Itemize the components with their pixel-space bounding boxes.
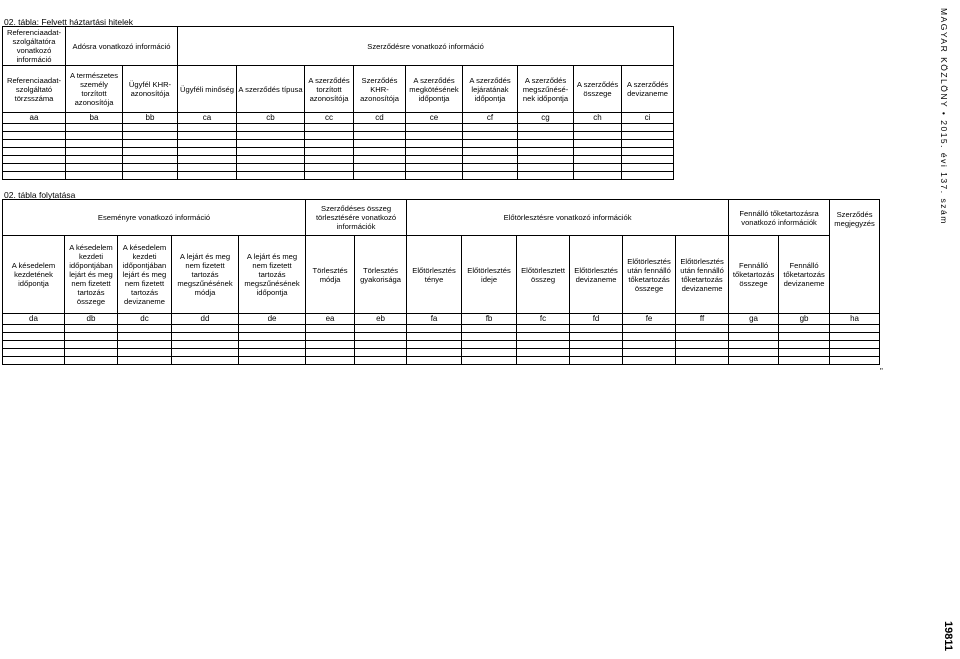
table-cell[interactable] bbox=[729, 325, 779, 333]
table-cell[interactable] bbox=[3, 341, 65, 349]
table-cell[interactable] bbox=[3, 140, 66, 148]
column-code: cd bbox=[354, 113, 406, 124]
table-cell[interactable] bbox=[622, 148, 674, 156]
column-code: ea bbox=[306, 314, 355, 325]
table-cell[interactable] bbox=[118, 325, 172, 333]
table-cell[interactable] bbox=[517, 333, 570, 341]
table-cell[interactable] bbox=[462, 333, 517, 341]
journal-header: MAGYAR KÖZLÖNY • 2015. évi 137. szám bbox=[939, 8, 949, 225]
column-header: Előtörlesztés után fennálló tőketartozás devizaneme bbox=[676, 236, 729, 314]
column-code: ff bbox=[676, 314, 729, 325]
table-cell[interactable] bbox=[239, 325, 306, 333]
column-code: eb bbox=[355, 314, 407, 325]
table-cell[interactable] bbox=[306, 349, 355, 357]
table-cell[interactable] bbox=[406, 148, 463, 156]
table-cell[interactable] bbox=[65, 349, 118, 357]
group-repay: Szerződéses összeg törlesztésére vonatkozó információk bbox=[306, 200, 407, 236]
column-header: A szerződés megkötésének időpontja bbox=[406, 66, 463, 113]
table-cell[interactable] bbox=[570, 349, 623, 357]
table-cell[interactable] bbox=[355, 325, 407, 333]
table-cell[interactable] bbox=[237, 156, 305, 164]
column-code: fa bbox=[407, 314, 462, 325]
column-code: cg bbox=[518, 113, 574, 124]
table-cell[interactable] bbox=[3, 333, 65, 341]
table-row bbox=[3, 325, 880, 333]
table-cell[interactable] bbox=[123, 124, 178, 132]
table-cell[interactable] bbox=[518, 124, 574, 132]
table-cell[interactable] bbox=[570, 333, 623, 341]
table-cell[interactable] bbox=[406, 132, 463, 140]
column-header: Előtörlesztés ideje bbox=[462, 236, 517, 314]
table-cell[interactable] bbox=[305, 140, 354, 148]
table-cell[interactable] bbox=[118, 357, 172, 365]
table-cell[interactable] bbox=[623, 357, 676, 365]
table1 bbox=[2, 26, 674, 180]
table-cell[interactable] bbox=[172, 357, 239, 365]
table-cell[interactable] bbox=[622, 172, 674, 180]
table-cell[interactable] bbox=[66, 124, 123, 132]
table-cell[interactable] bbox=[123, 140, 178, 148]
table-cell[interactable] bbox=[172, 341, 239, 349]
table-cell[interactable] bbox=[172, 333, 239, 341]
table-cell[interactable] bbox=[406, 172, 463, 180]
table-cell[interactable] bbox=[517, 357, 570, 365]
table-cell[interactable] bbox=[518, 164, 574, 172]
table-cell[interactable] bbox=[463, 132, 518, 140]
column-code: ch bbox=[574, 113, 622, 124]
column-header: Előtörlesztés után fennálló tőketartozás összege bbox=[623, 236, 676, 314]
table-cell[interactable] bbox=[305, 124, 354, 132]
table-cell[interactable] bbox=[574, 124, 622, 132]
table-cell[interactable] bbox=[3, 349, 65, 357]
table-cell[interactable] bbox=[239, 357, 306, 365]
table-cell[interactable] bbox=[66, 172, 123, 180]
table-cell[interactable] bbox=[830, 333, 880, 341]
table-cell[interactable] bbox=[239, 341, 306, 349]
table-cell[interactable] bbox=[305, 156, 354, 164]
table-cell[interactable] bbox=[779, 333, 830, 341]
table-cell[interactable] bbox=[830, 341, 880, 349]
table-cell[interactable] bbox=[830, 349, 880, 357]
table-cell[interactable] bbox=[779, 349, 830, 357]
column-code: cc bbox=[305, 113, 354, 124]
table-cell[interactable] bbox=[622, 124, 674, 132]
table-cell[interactable] bbox=[406, 156, 463, 164]
table-cell[interactable] bbox=[3, 172, 66, 180]
table-cell[interactable] bbox=[462, 325, 517, 333]
table-cell[interactable] bbox=[676, 357, 729, 365]
column-header: Előtörlesztés devizaneme bbox=[570, 236, 623, 314]
table-cell[interactable] bbox=[462, 341, 517, 349]
column-code: gb bbox=[779, 314, 830, 325]
table-cell[interactable] bbox=[178, 164, 237, 172]
column-code: ci bbox=[622, 113, 674, 124]
table-cell[interactable] bbox=[123, 156, 178, 164]
column-code: de bbox=[239, 314, 306, 325]
table-row bbox=[3, 164, 674, 172]
page-number: 19811 bbox=[942, 621, 954, 651]
column-header: Fennálló tőketartozás devizaneme bbox=[779, 236, 830, 314]
table-cell[interactable] bbox=[354, 172, 406, 180]
table-cell[interactable] bbox=[622, 140, 674, 148]
table-cell[interactable] bbox=[517, 325, 570, 333]
column-header: A szerződés típusa bbox=[237, 66, 305, 113]
table-cell[interactable] bbox=[517, 349, 570, 357]
group-outstanding: Fennálló tőketartozásra vonatkozó információk bbox=[729, 200, 830, 236]
table2 bbox=[2, 199, 880, 365]
table-cell[interactable] bbox=[178, 172, 237, 180]
table-cell[interactable] bbox=[172, 325, 239, 333]
table-cell[interactable] bbox=[623, 333, 676, 341]
column-header: A késedelem kezdetének időpontja bbox=[3, 236, 65, 314]
table-cell[interactable] bbox=[518, 132, 574, 140]
column-code: bb bbox=[123, 113, 178, 124]
table-cell[interactable] bbox=[65, 341, 118, 349]
table-cell[interactable] bbox=[407, 333, 462, 341]
column-header: Törlesztés módja bbox=[306, 236, 355, 314]
column-header: A lejárt és meg nem fizetett tartozás megszűnésének időpontja bbox=[239, 236, 306, 314]
table-row bbox=[3, 333, 880, 341]
table-cell[interactable] bbox=[570, 341, 623, 349]
table-cell[interactable] bbox=[354, 156, 406, 164]
column-header: A lejárt és meg nem fizetett tartozás megszűnésének módja bbox=[172, 236, 239, 314]
table-row bbox=[3, 349, 880, 357]
table-cell[interactable] bbox=[237, 148, 305, 156]
table-cell[interactable] bbox=[237, 140, 305, 148]
column-code: fc bbox=[517, 314, 570, 325]
column-code: cf bbox=[463, 113, 518, 124]
column-code: fb bbox=[462, 314, 517, 325]
table-cell[interactable] bbox=[3, 325, 65, 333]
table-cell[interactable] bbox=[463, 172, 518, 180]
table-cell[interactable] bbox=[305, 132, 354, 140]
column-code: aa bbox=[3, 113, 66, 124]
column-header: A késedelem kezdeti időpontjában lejárt és meg nem fizetett tartozás devizaneme bbox=[118, 236, 172, 314]
table-cell[interactable] bbox=[237, 172, 305, 180]
table-cell[interactable] bbox=[306, 333, 355, 341]
table-cell[interactable] bbox=[406, 164, 463, 172]
table-cell[interactable] bbox=[123, 132, 178, 140]
column-header: Szerződés KHR-azonosítója bbox=[354, 66, 406, 113]
table1-title: 02. tábla: Felvett háztartási hitelek bbox=[4, 17, 133, 27]
table-cell[interactable] bbox=[463, 156, 518, 164]
table-cell[interactable] bbox=[407, 325, 462, 333]
table-cell[interactable] bbox=[830, 325, 880, 333]
table-cell[interactable] bbox=[355, 349, 407, 357]
table-cell[interactable] bbox=[622, 164, 674, 172]
column-code: ha bbox=[830, 314, 880, 325]
column-code: ca bbox=[178, 113, 237, 124]
column-code: dd bbox=[172, 314, 239, 325]
table-cell[interactable] bbox=[305, 172, 354, 180]
table-cell[interactable] bbox=[3, 124, 66, 132]
table-cell[interactable] bbox=[462, 349, 517, 357]
table-cell[interactable] bbox=[518, 140, 574, 148]
table-cell[interactable] bbox=[239, 333, 306, 341]
table-cell[interactable] bbox=[574, 164, 622, 172]
table-cell[interactable] bbox=[354, 124, 406, 132]
end-mark: " bbox=[880, 367, 883, 376]
table-cell[interactable] bbox=[123, 164, 178, 172]
column-code: da bbox=[3, 314, 65, 325]
table-cell[interactable] bbox=[237, 164, 305, 172]
column-code: ce bbox=[406, 113, 463, 124]
table2-title: 02. tábla folytatása bbox=[4, 190, 76, 200]
table-cell[interactable] bbox=[123, 172, 178, 180]
table-cell[interactable] bbox=[354, 164, 406, 172]
column-header: Törlesztés gyakorisága bbox=[355, 236, 407, 314]
table-cell[interactable] bbox=[729, 349, 779, 357]
table-cell[interactable] bbox=[354, 140, 406, 148]
table-cell[interactable] bbox=[676, 341, 729, 349]
table-cell[interactable] bbox=[518, 156, 574, 164]
column-header: Előtörlesztett összeg bbox=[517, 236, 570, 314]
column-header: A szerződés összege bbox=[574, 66, 622, 113]
table-cell[interactable] bbox=[729, 333, 779, 341]
header-note: Szerződés megjegyzés bbox=[830, 200, 880, 314]
table-cell[interactable] bbox=[729, 357, 779, 365]
table-cell[interactable] bbox=[65, 325, 118, 333]
table-cell[interactable] bbox=[676, 333, 729, 341]
table-cell[interactable] bbox=[574, 172, 622, 180]
table-cell[interactable] bbox=[462, 357, 517, 365]
table-cell[interactable] bbox=[463, 140, 518, 148]
table-cell[interactable] bbox=[574, 140, 622, 148]
column-header: Előtörlesztés ténye bbox=[407, 236, 462, 314]
table-cell[interactable] bbox=[66, 148, 123, 156]
table-cell[interactable] bbox=[66, 140, 123, 148]
table-cell[interactable] bbox=[622, 132, 674, 140]
table-cell[interactable] bbox=[237, 124, 305, 132]
table-cell[interactable] bbox=[463, 124, 518, 132]
table-cell[interactable] bbox=[355, 333, 407, 341]
table-cell[interactable] bbox=[3, 148, 66, 156]
table-cell[interactable] bbox=[407, 341, 462, 349]
column-header: A természetes személy torzított azonosítója bbox=[66, 66, 123, 113]
table-cell[interactable] bbox=[65, 333, 118, 341]
column-header: A szerződés devizaneme bbox=[622, 66, 674, 113]
page-margin bbox=[936, 0, 960, 659]
table-cell[interactable] bbox=[3, 132, 66, 140]
column-header: Ügyféli minőség bbox=[178, 66, 237, 113]
table-cell[interactable] bbox=[178, 132, 237, 140]
table-row bbox=[3, 357, 880, 365]
table-cell[interactable] bbox=[407, 357, 462, 365]
table-row bbox=[3, 140, 674, 148]
table-cell[interactable] bbox=[3, 156, 66, 164]
table-cell[interactable] bbox=[574, 156, 622, 164]
column-code: ba bbox=[66, 113, 123, 124]
table-cell[interactable] bbox=[622, 156, 674, 164]
table-cell[interactable] bbox=[66, 132, 123, 140]
table-cell[interactable] bbox=[463, 148, 518, 156]
table-cell[interactable] bbox=[66, 164, 123, 172]
table-cell[interactable] bbox=[118, 349, 172, 357]
column-header: A késedelem kezdeti időpontjában lejárt és meg nem fizetett tartozás összege bbox=[65, 236, 118, 314]
group-contract: Szerződésre vonatkozó információ bbox=[178, 27, 674, 66]
group-debtor: Adósra vonatkozó információ bbox=[66, 27, 178, 66]
table-cell[interactable] bbox=[3, 164, 66, 172]
table-cell[interactable] bbox=[354, 148, 406, 156]
table-cell[interactable] bbox=[574, 132, 622, 140]
table-cell[interactable] bbox=[729, 341, 779, 349]
column-code: fd bbox=[570, 314, 623, 325]
column-header: A szerződés lejáratának időpontja bbox=[463, 66, 518, 113]
column-header: A szerződés torzított azonosítója bbox=[305, 66, 354, 113]
table-cell[interactable] bbox=[830, 357, 880, 365]
table-row bbox=[3, 156, 674, 164]
table-cell[interactable] bbox=[623, 325, 676, 333]
table-cell[interactable] bbox=[306, 325, 355, 333]
column-header: Ügyfél KHR-azonosítója bbox=[123, 66, 178, 113]
table-cell[interactable] bbox=[406, 124, 463, 132]
table-cell[interactable] bbox=[518, 148, 574, 156]
table-cell[interactable] bbox=[676, 349, 729, 357]
table-cell[interactable] bbox=[623, 341, 676, 349]
column-code: db bbox=[65, 314, 118, 325]
table-cell[interactable] bbox=[123, 148, 178, 156]
table-cell[interactable] bbox=[463, 164, 518, 172]
table-cell[interactable] bbox=[354, 132, 406, 140]
table-cell[interactable] bbox=[178, 124, 237, 132]
table-cell[interactable] bbox=[239, 349, 306, 357]
column-header: A szerződés megszűnésé-nek időpontja bbox=[518, 66, 574, 113]
table-cell[interactable] bbox=[65, 357, 118, 365]
table-cell[interactable] bbox=[3, 357, 65, 365]
table-cell[interactable] bbox=[305, 148, 354, 156]
table-cell[interactable] bbox=[779, 341, 830, 349]
table-row bbox=[3, 132, 674, 140]
table-row bbox=[3, 148, 674, 156]
table-cell[interactable] bbox=[306, 341, 355, 349]
table-cell[interactable] bbox=[178, 140, 237, 148]
table-cell[interactable] bbox=[574, 148, 622, 156]
table-cell[interactable] bbox=[355, 341, 407, 349]
table-cell[interactable] bbox=[570, 357, 623, 365]
column-code: cb bbox=[237, 113, 305, 124]
table-cell[interactable] bbox=[355, 357, 407, 365]
table-cell[interactable] bbox=[172, 349, 239, 357]
column-code: fe bbox=[623, 314, 676, 325]
table-cell[interactable] bbox=[66, 156, 123, 164]
table-row bbox=[3, 341, 880, 349]
column-code: dc bbox=[118, 314, 172, 325]
table-cell[interactable] bbox=[237, 132, 305, 140]
table-cell[interactable] bbox=[306, 357, 355, 365]
column-header: Fennálló tőketartozás összege bbox=[729, 236, 779, 314]
table-cell[interactable] bbox=[517, 341, 570, 349]
table-cell[interactable] bbox=[570, 325, 623, 333]
table-cell[interactable] bbox=[118, 333, 172, 341]
table-cell[interactable] bbox=[407, 349, 462, 357]
table-cell[interactable] bbox=[518, 172, 574, 180]
group-prepay: Előtörlesztésre vonatkozó információk bbox=[407, 200, 729, 236]
table-cell[interactable] bbox=[178, 156, 237, 164]
table-cell[interactable] bbox=[406, 140, 463, 148]
column-header: Referenciaadat-szolgáltató törzsszáma bbox=[3, 66, 66, 113]
table-cell[interactable] bbox=[779, 325, 830, 333]
table-cell[interactable] bbox=[779, 357, 830, 365]
column-code: ga bbox=[729, 314, 779, 325]
table-cell[interactable] bbox=[178, 148, 237, 156]
table-cell[interactable] bbox=[623, 349, 676, 357]
group-event: Eseményre vonatkozó információ bbox=[3, 200, 306, 236]
table-cell[interactable] bbox=[305, 164, 354, 172]
group-ref: Referenciaadat-szolgáltatóra vonatkozó információ bbox=[3, 27, 66, 66]
table-row bbox=[3, 124, 674, 132]
table-cell[interactable] bbox=[118, 341, 172, 349]
table-cell[interactable] bbox=[676, 325, 729, 333]
table-row bbox=[3, 172, 674, 180]
